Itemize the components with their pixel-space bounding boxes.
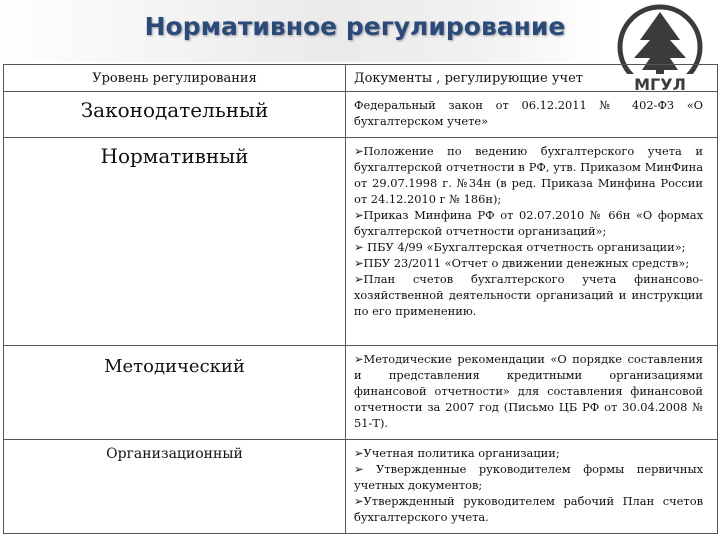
document-item: Федеральный закон от 06.12.2011 № 402-ФЗ «О бухгалтерском учете» — [354, 98, 703, 128]
document-item: ➢Положение по ведению бухгалтерского учета и бухгалтерской отчетности в РФ, утв. Приказом МинФина от 29.07.1998 г. №34н (в ред. Приказа Минфина России от 24.12.2010 г № 186н); — [354, 144, 703, 206]
header-documents: Документы , регулирующие учет — [346, 65, 718, 92]
table-header-row — [4, 65, 718, 92]
document-item: ➢Методические рекомендации «О порядке составления и представления кредитными организациями финансовой отчетности» для составления финансовой отчетности за 2007 год (Письмо ЦБ РФ от 30.04.2008 № 51-Т). — [354, 352, 703, 430]
document-item: ➢Приказ Минфина РФ от 02.07.2010 № 66н «О формах бухгалтерской отчетности организаций»; — [354, 208, 703, 238]
table-row — [4, 92, 718, 138]
table-row — [4, 346, 718, 440]
level-cell: Законодательный — [4, 92, 346, 138]
documents-cell — [346, 440, 718, 534]
documents-cell — [346, 92, 718, 138]
level-cell: Организационный — [4, 440, 346, 534]
page-title: Нормативное регулирование — [144, 12, 566, 41]
documents-cell — [346, 346, 718, 440]
document-item: ➢Учетная политика организации; — [354, 446, 560, 460]
document-item: ➢План счетов бухгалтерского учета финансово-хозяйственной деятельности организаций и инструкции по его применению. — [354, 272, 703, 318]
documents-cell — [346, 138, 718, 346]
document-item: ➢ПБУ 23/2011 «Отчет о движении денежных средств»; — [354, 256, 690, 270]
document-item: ➢ Утвержденные руководителем формы первичных учетных документов; — [354, 462, 703, 492]
document-item: ➢Утвержденный руководителем рабочий План счетов бухгалтерского учета. — [354, 494, 703, 524]
regulation-table — [3, 64, 718, 534]
level-cell: Нормативный — [4, 138, 346, 346]
header-level: Уровень регулирования — [4, 65, 346, 92]
document-item: ➢ ПБУ 4/99 «Бухгалтерская отчетность организации»; — [354, 240, 686, 254]
table-row — [4, 440, 718, 534]
level-cell: Методический — [4, 346, 346, 440]
logo-text: МГУЛ — [634, 75, 686, 94]
table-row — [4, 138, 718, 346]
